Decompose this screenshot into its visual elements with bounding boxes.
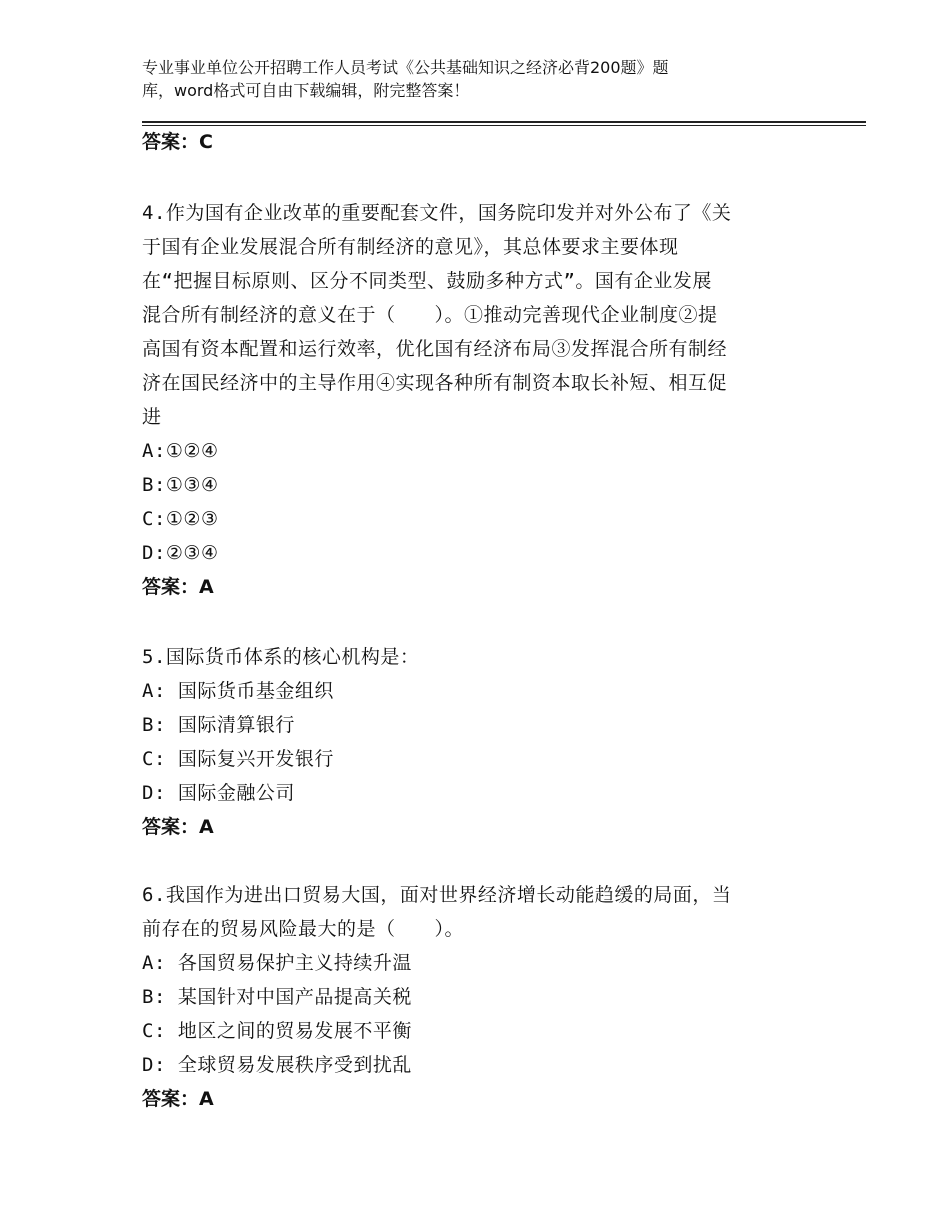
option-c <box>142 1014 802 1048</box>
option-text: 某国针对中国产品提高关税 <box>177 986 412 1008</box>
option-b <box>142 468 802 502</box>
header-line-2: 库，word格式可自由下载编辑，附完整答案！ <box>142 81 470 100</box>
option-key: D: <box>142 782 166 804</box>
question-line: 混合所有制经济的意义在于（ ）。①推动完善现代企业制度②提 <box>142 304 718 326</box>
question-line: 6.我国作为进出口贸易大国，面对世界经济增长动能趋缓的局面，当 <box>142 884 732 906</box>
answer-label: 答案：A <box>142 1088 214 1110</box>
option-key: B: <box>142 714 166 736</box>
option-c <box>142 742 802 776</box>
option-text: 各国贸易保护主义持续升温 <box>177 952 412 974</box>
question-line: 在“把握目标原则、区分不同类型、鼓励多种方式”。国有企业发展 <box>142 270 712 292</box>
option-a <box>142 946 802 980</box>
option-key: A: <box>142 952 166 974</box>
option-key: A: <box>142 440 166 462</box>
option-text: 国际金融公司 <box>177 782 295 804</box>
answer-label: 答案：A <box>142 576 214 598</box>
option-d <box>142 536 802 570</box>
option-text: 国际清算银行 <box>177 714 295 736</box>
question-line: 于国有企业发展混合所有制经济的意见》，其总体要求主要体现 <box>142 236 679 258</box>
question-line: 进 <box>142 406 162 428</box>
answer-label: 答案：A <box>142 816 214 838</box>
question-4 <box>142 196 802 604</box>
question-5 <box>142 640 802 844</box>
option-c <box>142 502 802 536</box>
option-a <box>142 674 802 708</box>
option-key: A: <box>142 680 166 702</box>
question-line: 济在国民经济中的主导作用④实现各种所有制资本取长补短、相互促 <box>142 372 728 394</box>
answer-label: 答案：C <box>142 131 213 153</box>
option-key: B: <box>142 986 166 1008</box>
option-text: 全球贸易发展秩序受到扰乱 <box>177 1054 412 1076</box>
option-key: D: <box>142 542 166 564</box>
option-d <box>142 776 802 810</box>
option-text: ①②④ <box>165 440 219 462</box>
question-line: 5.国际货币体系的核心机构是： <box>142 646 420 668</box>
option-key: B: <box>142 474 166 496</box>
option-key: C: <box>142 1020 166 1042</box>
header-line-1: 专业事业单位公开招聘工作人员考试《公共基础知识之经济必背200题》题 <box>142 58 669 77</box>
option-text: 地区之间的贸易发展不平衡 <box>177 1020 412 1042</box>
question-line: 前存在的贸易风险最大的是（ ）。 <box>142 918 465 940</box>
option-a <box>142 434 802 468</box>
option-b <box>142 708 802 742</box>
option-d <box>142 1048 802 1082</box>
question-6 <box>142 878 802 1116</box>
question-line: 4.作为国有企业改革的重要配套文件，国务院印发并对外公布了《关 <box>142 202 732 224</box>
option-text: 国际货币基金组织 <box>177 680 334 702</box>
question-line: 高国有资本配置和运行效率，优化国有经济布局③发挥混合所有制经 <box>142 338 728 360</box>
previous-answer-block <box>142 125 802 159</box>
option-key: C: <box>142 508 166 530</box>
header-rule-thick <box>142 121 866 123</box>
option-text: ②③④ <box>165 542 219 564</box>
option-text: ①③④ <box>165 474 219 496</box>
option-key: C: <box>142 748 166 770</box>
option-text: 国际复兴开发银行 <box>177 748 334 770</box>
option-b <box>142 980 802 1014</box>
document-header <box>142 56 782 102</box>
option-key: D: <box>142 1054 166 1076</box>
option-text: ①②③ <box>165 508 219 530</box>
